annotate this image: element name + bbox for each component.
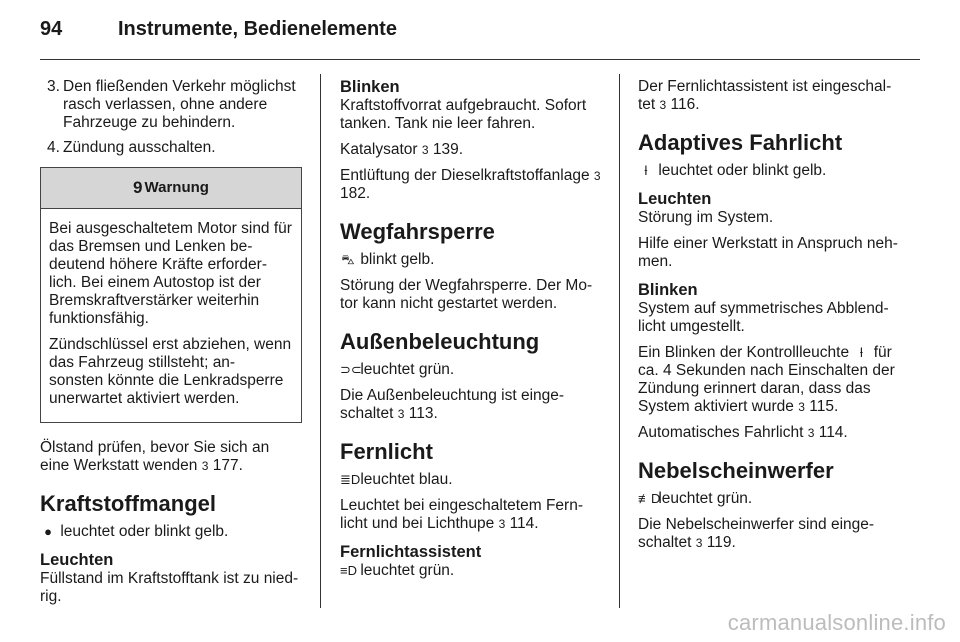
afl-status: ƚ leuchtet oder blinkt gelb. <box>638 162 902 180</box>
page-ref-icon: 3 <box>421 143 429 157</box>
warning-box <box>40 167 302 423</box>
page-ref-icon: 3 <box>593 169 601 183</box>
header-divider <box>40 59 920 60</box>
page-ref-icon: 3 <box>498 517 506 531</box>
fuel-heading: Kraftstoffmangel <box>40 491 217 516</box>
catalyst-paragraph: Katalysator 3 139. <box>340 141 464 158</box>
fuel-blink-heading: Blinken <box>340 78 400 96</box>
fuel-status: ● leuchtet oder blinkt gelb. <box>40 523 302 541</box>
page-ref-icon: 3 <box>695 536 703 550</box>
warning-header <box>41 168 301 209</box>
afl-lit-text: Störung im System. <box>638 209 774 226</box>
high-beam-status: ≣D leuchtet blau. <box>340 471 453 488</box>
page-number: 94 <box>40 18 63 40</box>
warning-title: Warnung <box>144 179 209 196</box>
column-2 <box>340 78 602 588</box>
immobiliser-status: ⛍ blinkt gelb. <box>341 251 435 268</box>
page-ref-icon: 3 <box>807 426 815 440</box>
warning-body <box>41 209 301 422</box>
column-3 <box>638 78 902 560</box>
fuel-blink-text: Kraftstoffvorrat aufgebraucht. Sofort tanken. Tank nie leer fahren. <box>340 97 587 132</box>
immobiliser-icon: ⛍ <box>341 252 355 267</box>
fuel-lit-heading: Leuchten <box>40 551 114 569</box>
page-ref-icon: 3 <box>659 98 667 112</box>
list-item: 4. Zündung ausschalten. <box>47 139 216 156</box>
fuel-indicator-icon: ● <box>44 524 52 539</box>
high-beam-assist-icon: ≡D <box>340 563 357 578</box>
fog-status: ≢D leuchtet grün. <box>638 490 753 507</box>
afl-blink-heading: Blinken <box>638 281 698 299</box>
column-divider-2 <box>619 74 620 608</box>
afl-lit-help: Hilfe einer Werkstatt in Anspruch neh- men. <box>638 235 898 270</box>
afl-blink-desc: Ein Blinken der Kontrollleuchte ƚ für ca. 4 Sekunden nach Einschalten der Zündung erinnert daran, dass das System aktiviert wurde 3 115. <box>638 344 895 415</box>
warning-text-1: Bei ausgeschaltetem Motor sind für das Bremsen und Lenken be- deutend höhere Kräfte erforder- lich. Bei einem Autostop ist der Bremskraftverstärker weiterhin funktionsfähig. <box>49 220 292 327</box>
fog-desc: Die Nebelscheinwerfer sind einge- schaltet 3 119. <box>638 516 875 551</box>
warning-icon: 9 <box>133 178 143 197</box>
high-beam-assist-status: ≡D leuchtet grün. <box>340 562 455 579</box>
fog-heading: Nebelscheinwerfer <box>638 458 834 483</box>
afl-icon: ƚ <box>859 345 863 360</box>
page-header <box>40 18 920 58</box>
exterior-light-desc: Die Außenbeleuchtung ist einge- schaltet 3 113. <box>340 387 565 422</box>
exterior-light-icon: ⊃⊂ <box>340 362 362 377</box>
auto-light-paragraph: Automatisches Fahrlicht 3 114. <box>638 424 848 441</box>
warning-text-2: Zündschlüssel erst abziehen, wenn das Fahrzeug stillsteht; an- sonsten könnte die Lenkradsperre unerwartet aktiviert werden. <box>49 336 292 407</box>
immobiliser-heading: Wegfahrsperre <box>340 219 495 244</box>
column-divider-1 <box>320 74 321 608</box>
exterior-light-status: ⊃⊂ leuchtet grün. <box>340 361 455 378</box>
step-list <box>40 78 302 157</box>
fuel-lit-text: Füllstand im Kraftstofftank ist zu nied- rig. <box>40 570 299 605</box>
page-ref-icon: 3 <box>397 407 405 421</box>
afl-blink-text: System auf symmetrisches Abblend- licht umgestellt. <box>638 300 889 335</box>
high-beam-desc: Leuchtet bei eingeschaltetem Fern- licht und bei Lichthupe 3 114. <box>340 497 583 532</box>
page-ref-icon: 3 <box>201 459 209 473</box>
fog-light-icon: ≢D <box>638 491 661 506</box>
high-beam-assist-heading: Fernlichtassistent <box>340 543 482 561</box>
high-beam-heading: Fernlicht <box>340 439 433 464</box>
afl-icon: ƚ <box>644 163 648 178</box>
immobiliser-desc: Störung der Wegfahrsperre. Der Mo- tor kann nicht gestartet werden. <box>340 277 593 312</box>
column-1 <box>40 78 302 614</box>
assist-desc: Der Fernlichtassistent ist eingeschal- tet 3 116. <box>638 78 892 113</box>
list-item: 3. Den fließenden Verkehr möglichst rasch verlassen, ohne andere Fahrzeuge zu behindern. <box>47 78 296 131</box>
afl-lit-heading: Leuchten <box>638 190 712 208</box>
watermark: carmanualsonline.info <box>727 610 946 635</box>
exterior-light-heading: Außenbeleuchtung <box>340 329 540 354</box>
vent-paragraph: Entlüftung der Dieselkraftstoffanlage 3 182. <box>340 167 601 202</box>
high-beam-icon: ≣D <box>340 472 361 487</box>
afl-heading: Adaptives Fahrlicht <box>638 130 843 155</box>
oil-paragraph: Ölstand prüfen, bevor Sie sich an eine Werkstatt wenden 3 177. <box>40 439 270 474</box>
page-title: Instrumente, Bedienelemente <box>118 18 397 40</box>
page-ref-icon: 3 <box>798 400 805 414</box>
